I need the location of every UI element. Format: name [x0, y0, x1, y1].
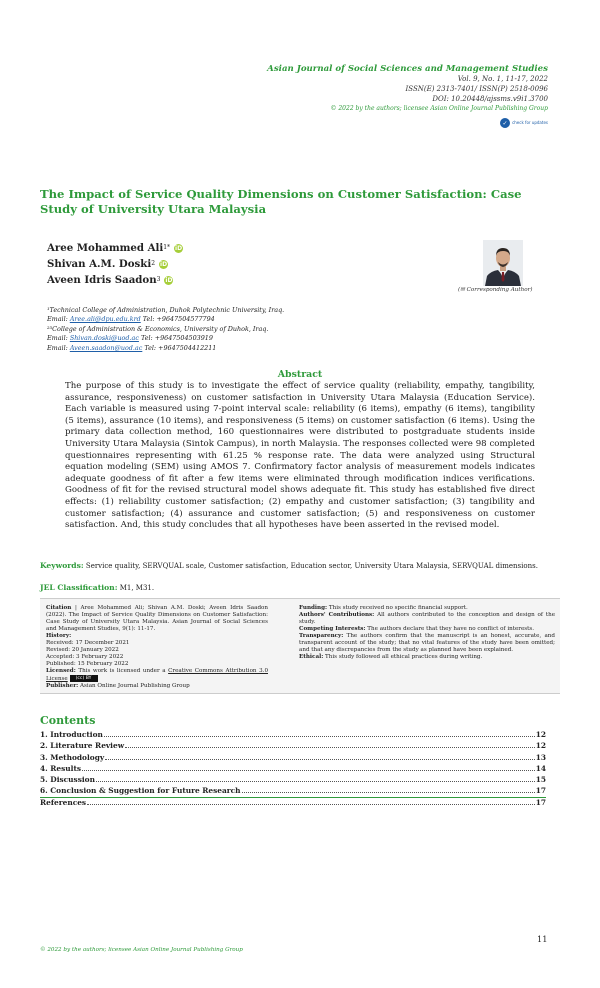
phone-text: Tel: +9647504503919 — [138, 334, 213, 343]
license — [46, 668, 268, 683]
history-revised: Revised: 20 January 2022 — [46, 647, 119, 653]
abstract-heading: Abstract — [277, 369, 323, 380]
ethical-text: This study followed all ethical practices during writing. — [323, 654, 483, 660]
toc-item[interactable] — [40, 797, 546, 808]
toc-page: 13 — [535, 752, 546, 762]
page-number: 11 — [537, 934, 548, 944]
funding-label: Funding: — [299, 605, 328, 611]
author-3 — [47, 272, 183, 288]
keywords — [40, 562, 560, 571]
history-published: Published: 15 February 2022 — [46, 661, 129, 667]
affiliation-1: ¹Technical College of Administration, Duhok Polytechnic University, Iraq. — [47, 306, 285, 314]
phone-text: Tel: +9647504412211 — [142, 343, 217, 352]
jel-label: JEL Classification: — [40, 583, 118, 592]
author-name: Aveen Idris Saadon — [47, 274, 157, 286]
author-1 — [47, 240, 183, 256]
email-label: Email: — [47, 315, 70, 324]
check-updates-icon: ✓ — [500, 118, 510, 128]
author-photo — [483, 240, 523, 286]
toc-leader — [96, 781, 535, 782]
toc-page: 12 — [535, 730, 546, 739]
toc-leader — [105, 759, 535, 760]
journal-header — [267, 64, 548, 114]
author-sup: 3 — [156, 276, 161, 283]
contributions — [299, 612, 555, 626]
ethical — [299, 654, 555, 661]
toc-label: 5. Discussion — [40, 775, 95, 785]
toc-item[interactable] — [40, 729, 546, 740]
toc-item[interactable] — [40, 752, 546, 763]
toc-item[interactable] — [40, 785, 546, 796]
citation-text: | Aree Mohammed Ali; Shivan A.M. Doski; Aveen Idris Saadon (2022). The Impact of Service Quality Dimensions on Customer Satisfaction: Case Study of University Utara Malaysia. Asian Journal of Social Sciences and Management Studies, 9(1): 11-17. — [46, 605, 268, 632]
toc-page: 14 — [535, 763, 546, 773]
corresponding-author-caption: (✉ Corresponding Author) — [458, 287, 533, 293]
contents-heading: Contents — [40, 714, 96, 727]
info-right-column — [299, 605, 555, 661]
publisher-label: Publisher: — [46, 683, 79, 689]
toc-page: 17 — [535, 786, 546, 796]
citation-label: Citation — [46, 605, 72, 611]
competing-interests — [299, 626, 555, 633]
affiliations — [47, 306, 284, 353]
toc-label: 4. Results — [40, 763, 82, 773]
author-sup: 2 — [151, 260, 156, 267]
author-photo-image — [483, 240, 523, 286]
toc-leader — [125, 747, 535, 748]
citation — [46, 605, 268, 633]
funding — [299, 605, 555, 612]
toc-label: 3. Methodology — [40, 752, 105, 762]
email-link[interactable]: Aree.ali@dpu.edu.krd — [69, 315, 141, 324]
author-list — [47, 240, 183, 288]
history-accepted: Accepted: 3 February 2022 — [46, 654, 124, 660]
author-name: Shivan A.M. Doski — [47, 258, 152, 270]
publisher — [46, 683, 268, 690]
journal-issn: ISSN(E) 2313-7401/ ISSN(P) 2518-0096 — [405, 85, 548, 93]
affiliation-email-2 — [47, 334, 284, 343]
journal-doi[interactable]: DOI: 10.20448/ajssms.v9i1.3700 — [432, 95, 548, 103]
history-received: Received: 17 December 2021 — [46, 640, 130, 646]
affiliation-email-3 — [47, 344, 284, 353]
keywords-text: Service quality, SERVQUAL scale, Customer satisfaction, Education sector, University Utara Malaysia, SERVQUAL dimensions. — [83, 562, 538, 570]
author-2 — [47, 256, 183, 272]
jel-classification — [40, 583, 154, 592]
license-link[interactable]: Creative Commons Attribution 3.0 License — [46, 668, 268, 682]
toc-label: 2. Literature Review — [40, 741, 125, 751]
affiliation-2: ²³College of Administration & Economics, University of Duhok, Iraq. — [47, 324, 269, 333]
journal-volume: Vol. 9, No. 1, 11-17, 2022 — [457, 75, 548, 83]
competing-text: The authors declare that they have no conflict of interests. — [365, 626, 535, 632]
contributions-label: Authors' Contributions: — [299, 612, 375, 618]
orcid-icon[interactable]: iD — [160, 260, 168, 268]
toc-leader — [242, 792, 535, 793]
phone-text: Tel: +9647504577794 — [140, 315, 215, 324]
publisher-text: Asian Online Journal Publishing Group — [78, 683, 190, 689]
toc-page: 15 — [535, 775, 546, 785]
author-sup: 1* — [163, 244, 171, 251]
orcid-icon[interactable]: iD — [175, 244, 183, 252]
toc-leader — [104, 736, 535, 737]
contents-divider — [40, 797, 546, 798]
cc-by-icon[interactable]: (cc) BY — [70, 675, 98, 682]
jel-text: M1, M31. — [117, 584, 155, 592]
toc-item[interactable] — [40, 774, 546, 785]
affiliation-email-1 — [47, 315, 284, 324]
toc-page: 17 — [535, 797, 546, 807]
email-label: Email: — [47, 343, 70, 352]
ethical-label: Ethical: — [299, 654, 324, 660]
check-updates-label: check for updates — [512, 120, 548, 125]
transparency-label: Transparency: — [299, 633, 344, 639]
footer-copyright: © 2022 by the authors; licensee Asian Online Journal Publishing Group — [40, 947, 243, 953]
transparency — [299, 633, 555, 654]
toc-item[interactable] — [40, 740, 546, 751]
email-label: Email: — [47, 334, 70, 343]
keywords-label: Keywords: — [40, 561, 84, 570]
author-name: Aree Mohammed Ali — [47, 242, 164, 254]
funding-text: This study received no specific financial support. — [327, 605, 468, 611]
journal-name: Asian Journal of Social Sciences and Management Studies — [267, 64, 548, 74]
contributions-text: All authors contributed to the conception and design of the study. — [299, 612, 555, 625]
orcid-icon[interactable]: iD — [165, 276, 173, 284]
toc-page: 12 — [535, 741, 546, 751]
abstract-body: The purpose of this study is to investigate the effect of service quality (reliability, empathy, tangibility, assurance, responsiveness) on customer satisfaction in University Utara Malaysia (Education Service). Each variable is measured using 7-point interval scale: reliability (6 items), empathy (6 items), tangibility (5 items), assurance (10 items), and responsiveness (5 items) on customer satisfaction (6 items). Using the primary data collection method, 160 questionnaires were distributed to postgraduate students inside University Utara Malaysia (Sintok Campus), in north Malaysia. The responses collected were 98 completed questionnaires representing with 61.25 % response rate. The data were analyzed using Structural equation modeling (SEM) using AMOS 7. Confirmatory factor analysis of measurement models indicates adequate goodness of fit after a few items were eliminated through modification indices verifications. Goodness of fit for the revised structural model shows adequate fit. This study has established five direct effects: (1) reliability customer satisfaction; (2) empathy and customer satisfaction; (3) tangibility and customer satisfaction; (4) assurance and customer satisfaction; (5) and responsiveness on customer satisfaction. And, this study concludes that all hypotheses have been asserted in the revised model. — [65, 381, 535, 531]
license-label: Licensed: — [46, 668, 76, 674]
license-text: This work is licensed under a — [75, 668, 169, 674]
article-title: The Impact of Service Quality Dimensions on Customer Satisfaction: Case Study of University Utara Malaysia — [40, 187, 522, 216]
toc-item[interactable] — [40, 763, 546, 774]
toc-label: 6. Conclusion & Suggestion for Future Research — [40, 786, 241, 796]
info-left-column — [46, 605, 268, 690]
toc-label: 1. Introduction — [40, 730, 103, 739]
transparency-text: The authors confirm that the manuscript is an honest, accurate, and transparent account of the study; that no vital features of the study have been omitted; and that any discrepancies from the study as planned have been explained. — [299, 633, 555, 653]
competing-label: Competing Interests: — [299, 626, 366, 632]
journal-copyright: © 2022 by the authors; licensee Asian Online Journal Publishing Group — [330, 105, 548, 112]
toc-leader — [82, 770, 535, 771]
check-updates-badge[interactable] — [500, 118, 548, 128]
toc-label: References — [40, 797, 87, 807]
article-info-box — [40, 598, 560, 694]
history-label: History: — [46, 633, 72, 639]
email-link[interactable]: Shivan.doski@uod.ac — [69, 334, 139, 343]
toc-leader — [87, 804, 535, 805]
email-link[interactable]: Aveen.saadon@uod.ac — [69, 343, 143, 352]
